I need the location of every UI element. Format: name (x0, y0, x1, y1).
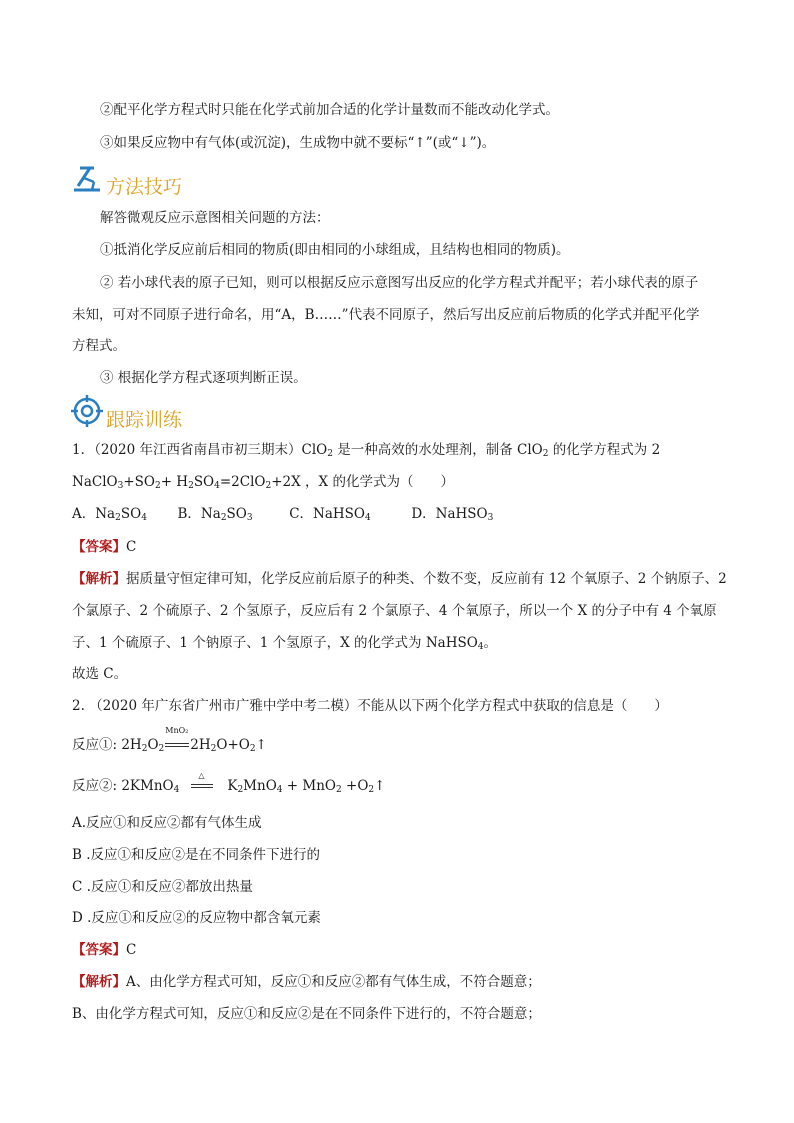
q1-stem-line-2: $NaClO_3+SO_2+ H_2SO_4=2ClO_2+2X$ ，X 的化学式为（ ） (72, 474, 454, 491)
q2-reaction-1: 反应①: $2H_2O_2$ MnO₂ $2H_2O+O_2↑$ (72, 726, 267, 754)
practice-section-title: 跟踪训练 (106, 409, 183, 431)
q1-option-d[interactable]: D．NaHSO$_3$ (411, 506, 494, 523)
microscope-icon (70, 160, 104, 194)
target-icon (70, 394, 104, 428)
methods-item-2-line-2: 未知，可对不同原子进行命名，用“A，B……”代表不同原子，然后写出反应前后物质的化学式并配平化学 (72, 307, 700, 323)
methods-item-2-line-3: 方程式。 (72, 338, 126, 354)
q2-stem: 2. （2020 年广东省广州市广雅中学中考二模）不能从以下两个化学方程式中获取的信息是（ ） (72, 698, 668, 714)
methods-intro: 解答微观反应示意图相关问题的方法： (100, 210, 330, 226)
rule-2-text: ②配平化学方程式时只能在化学式前加合适的化学计量数而不能改动化学式。 (100, 102, 559, 118)
q1-conclusion: 故选 C。 (72, 666, 128, 682)
q2-option-c[interactable]: C .反应①和反应②都放出热量 (72, 879, 253, 895)
rule-3-text: ③如果反应物中有气体(或沉淀)，生成物中就不要标“↑”(或“↓”)。 (100, 135, 496, 151)
q1-options (72, 504, 493, 524)
answer-label: 【答案】 (72, 539, 126, 555)
answer-label: 【答案】 (72, 942, 126, 958)
q2-reaction-2: 反应②: 2KMnO$_4$ △ $K_2MnO_4 + MnO_2$ $+O_2↑$ (72, 771, 386, 795)
methods-section-title: 方法技巧 (106, 176, 183, 198)
q2-option-d[interactable]: D .反应①和反应②的反应物中都含氧元素 (72, 910, 321, 926)
q2-option-b[interactable]: B .反应①和反应②是在不同条件下进行的 (72, 847, 321, 863)
q1-option-c[interactable]: C．NaHSO$_4$ (289, 506, 371, 523)
q1-option-b[interactable]: B．$Na_2SO_3$ (177, 506, 253, 523)
q1-answer: 【答案】C (72, 539, 137, 555)
r2-equals-sign: △ (179, 776, 227, 790)
analysis-label: 【解析】 (72, 974, 126, 990)
methods-item-2-line-1: ② 若小球代表的原子已知，则可以根据反应示意图写出反应的化学方程式并配平；若小球代表的原子 (100, 275, 699, 291)
r1-equals-sign: MnO₂ (164, 735, 190, 749)
q2-analysis-line-2: B、由化学方程式可知，反应①和反应②是在不同条件下进行的，不符合题意； (72, 1006, 541, 1022)
q2-option-a[interactable]: A.反应①和反应②都有气体生成 (72, 815, 262, 831)
q1-analysis-line-1: 【解析】据质量守恒定律可知，化学反应前后原子的种类、个数不变，反应前有 12 个氧原子、2 个钠原子、2 (72, 571, 727, 587)
q2-answer: 【答案】C (72, 942, 137, 958)
methods-item-3: ③ 根据化学方程式逐项判断正误。 (100, 370, 307, 386)
analysis-label: 【解析】 (72, 571, 126, 587)
methods-item-1: ①抵消化学反应前后相同的物质(即由相同的小球组成，且结构也相同的物质)。 (100, 242, 570, 258)
q1-analysis-line-3: 子、1 个硫原子、1 个钠原子、1 个氢原子，X 的化学式为 NaHSO$_4$。 (72, 635, 498, 652)
q1-analysis-line-2: 个氯原子、2 个硫原子、2 个氢原子，反应后有 2 个氯原子、4 个氧原子，所以一个 X 的分子中有 4 个氧原 (72, 603, 717, 619)
q1-stem-line-1: 1．（2020 年江西省南昌市初三期末）ClO$_2$ 是一种高效的水处理剂，制备 ClO$_2$ 的化学方程式为 2 (72, 442, 661, 459)
q1-option-a[interactable]: A．$Na_2SO_4$ (72, 506, 147, 523)
q2-analysis-line-1: 【解析】A、由化学方程式可知，反应①和反应②都有气体生成，不符合题意； (72, 974, 541, 990)
